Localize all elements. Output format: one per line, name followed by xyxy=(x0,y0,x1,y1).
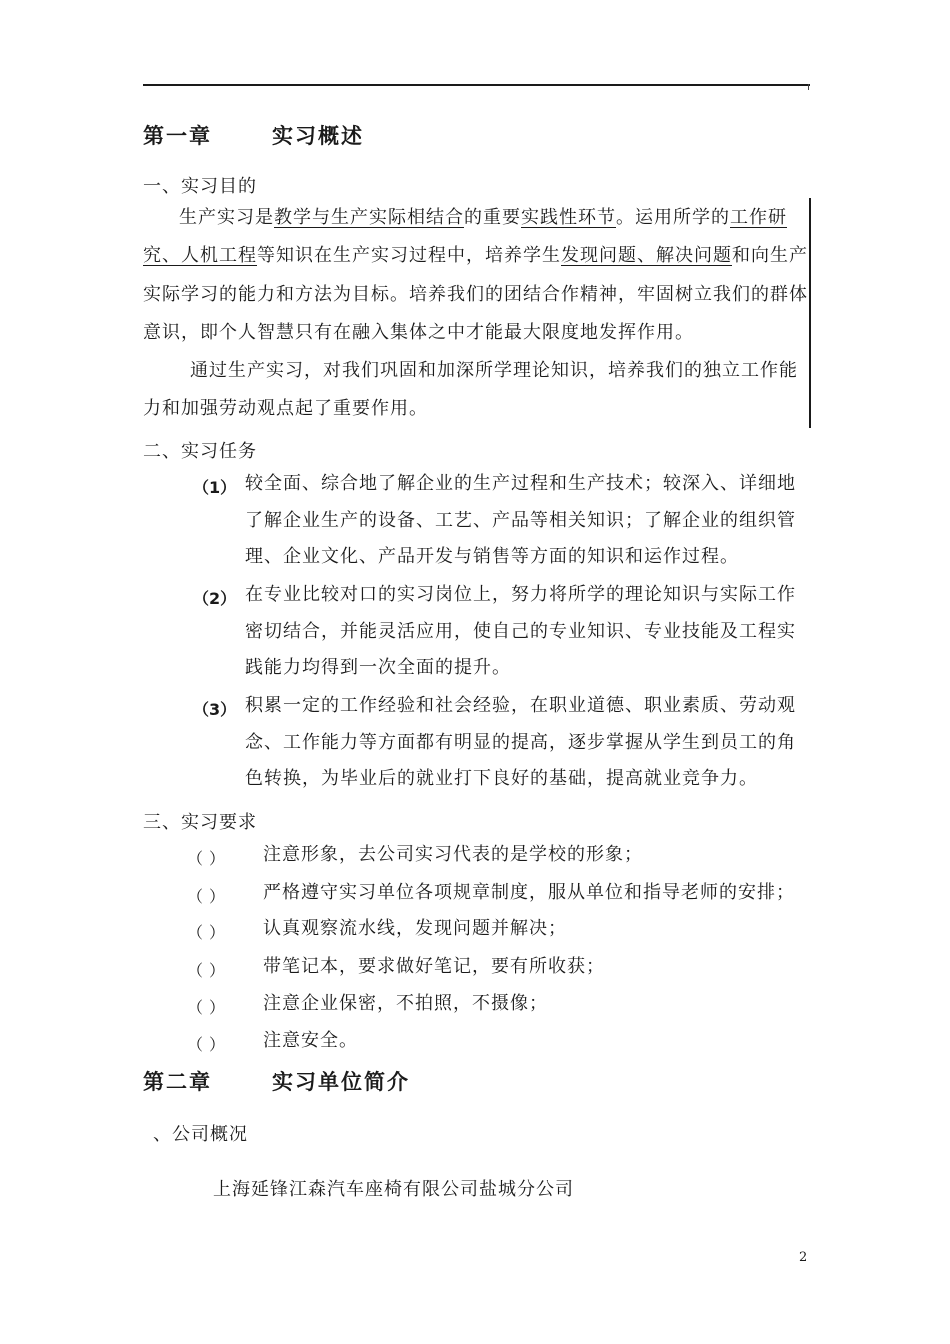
company-name: 上海延锋江森汽车座椅有限公司盐城分公司 xyxy=(213,1179,574,1200)
task-2-line-2: 密切结合，并能灵活应用，使自己的专业知识、专业技能及工程实 xyxy=(245,621,796,642)
task-1-line-2: 了解企业生产的设备、工艺、产品等相关知识；了解企业的组织管 xyxy=(245,510,796,531)
company-heading: 、公司概况 xyxy=(153,1124,248,1145)
requirement-item: 注意安全。 xyxy=(263,1030,358,1051)
requirement-paren: （） xyxy=(187,887,232,906)
purpose-heading: 一、实习目的 xyxy=(143,176,257,197)
requirement-paren: （） xyxy=(187,1035,232,1054)
requirement-item: 注意企业保密，不拍照，不摄像； xyxy=(263,993,548,1014)
purpose-line-1: 生产实习是教学与生产实际相结合的重要实践性环节。运用所学的工作研 xyxy=(179,207,787,228)
task-3-line-1: 积累一定的工作经验和社会经验，在职业道德、职业素质、劳动观 xyxy=(245,695,796,716)
requirement-paren: （） xyxy=(187,961,232,980)
top-rule-tick xyxy=(808,84,809,90)
purpose-line-4: 意识，即个人智慧只有在融入集体之中才能最大限度地发挥作用。 xyxy=(143,322,694,343)
tasks-heading: 二、实习任务 xyxy=(143,441,257,462)
paragraph-right-border xyxy=(809,198,811,428)
task-number: （3） xyxy=(193,700,237,719)
task-3-line-2: 念、工作能力等方面都有明显的提高，逐步掌握从学生到员工的角 xyxy=(245,732,796,753)
task-2-line-3: 践能力均得到一次全面的提升。 xyxy=(245,657,511,678)
requirement-item: 带笔记本，要求做好笔记，要有所收获； xyxy=(263,956,605,977)
purpose-line-3: 实际学习的能力和方法为目标。培养我们的团结合作精神，牢固树立我们的群体 xyxy=(143,284,808,305)
task-number: （1） xyxy=(193,478,237,497)
requirement-item: 注意形象，去公司实习代表的是学校的形象； xyxy=(263,844,643,865)
task-number: （2） xyxy=(193,589,237,608)
chapter2-title: 实习单位简介 xyxy=(272,1069,410,1094)
purpose-line-2: 究、人机工程等知识在生产实习过程中，培养学生发现问题、解决问题和向生产 xyxy=(143,245,808,266)
task-2-line-1: 在专业比较对口的实习岗位上，努力将所学的理论知识与实际工作 xyxy=(245,584,796,605)
requirement-item: 认真观察流水线，发现问题并解决； xyxy=(263,918,567,939)
purpose-p2-line-1: 通过生产实习，对我们巩固和加深所学理论知识，培养我们的独立工作能 xyxy=(190,360,798,381)
chapter2-prefix: 第二章 xyxy=(143,1069,212,1094)
page-number: 2 xyxy=(799,1250,808,1265)
requirement-paren: （） xyxy=(187,849,232,868)
purpose-p2-line-2: 力和加强劳动观点起了重要作用。 xyxy=(143,398,428,419)
task-1-line-1: 较全面、综合地了解企业的生产过程和生产技术；较深入、详细地 xyxy=(245,473,796,494)
chapter1-title: 实习概述 xyxy=(272,123,364,148)
requirement-item: 严格遵守实习单位各项规章制度，服从单位和指导老师的安排； xyxy=(263,882,795,903)
requirement-paren: （） xyxy=(187,998,232,1017)
requirements-heading: 三、实习要求 xyxy=(143,812,257,833)
task-1-line-3: 理、企业文化、产品开发与销售等方面的知识和运作过程。 xyxy=(245,546,739,567)
task-3-line-3: 色转换，为毕业后的就业打下良好的基础，提高就业竞争力。 xyxy=(245,768,758,789)
top-rule xyxy=(143,84,810,86)
requirement-paren: （） xyxy=(187,923,232,942)
chapter1-prefix: 第一章 xyxy=(143,123,212,148)
